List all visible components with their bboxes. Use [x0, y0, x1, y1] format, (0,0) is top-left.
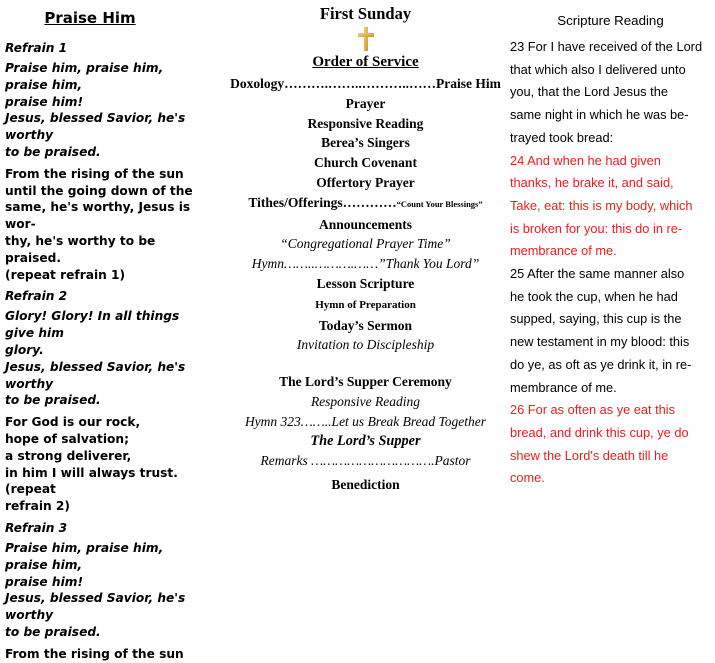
- refrain-label: Refrain 3: [5, 520, 68, 535]
- verse-line: come.: [510, 470, 545, 486]
- lyric-line: to be praised.: [5, 144, 101, 159]
- lyric-line: until the going down of the: [5, 183, 193, 198]
- hymn-title: Praise Him: [44, 9, 136, 27]
- service-item: [218, 335, 513, 355]
- service-item: [218, 475, 513, 495]
- lyric-line: hope of salvation;: [5, 431, 129, 446]
- service-item: [218, 392, 513, 412]
- lyric-line: Jesus, blessed Savior, he's worthy: [5, 591, 186, 623]
- service-item: [218, 215, 513, 235]
- service-item: [218, 274, 513, 294]
- spacer: [218, 355, 513, 372]
- verse-line: supped, saying, this cup is the: [510, 311, 682, 327]
- verse-line: 23 For I have received of the Lord: [510, 39, 703, 54]
- service-item-text: Remarks ………………………….Pastor: [260, 453, 471, 469]
- service-item-text: The Lord’s Supper: [310, 432, 421, 449]
- page-title: First Sunday: [319, 4, 412, 23]
- service-item-text: Hymn of Preparation: [315, 298, 416, 311]
- service-item: [218, 372, 513, 392]
- verse-line: he took the cup, when he had: [510, 288, 678, 304]
- service-item: [218, 173, 513, 193]
- verse-line: that which also I delivered unto: [510, 61, 686, 77]
- verse-line: trayed took bread:: [510, 129, 614, 145]
- order-of-service-heading: Order of Service: [312, 54, 419, 70]
- service-item-text: “Count Your Blessings”: [396, 198, 483, 209]
- verse-line: Take, eat: this is my body, which: [510, 197, 693, 213]
- service-item: [218, 451, 513, 471]
- lyric-line: refrain 2): [5, 499, 70, 514]
- service-item-text: Lesson Scripture: [316, 275, 415, 291]
- cross-icon: [357, 27, 375, 51]
- service-item-text: Hymn……..……….……”Thank You Lord”: [251, 256, 480, 272]
- lyric-line: From the rising of the sun: [5, 166, 184, 181]
- verse-line: is broken for you: this do in re-: [510, 220, 683, 236]
- lyric-line: a strong deliverer,: [5, 448, 132, 463]
- order-of-service-column: [218, 0, 513, 518]
- service-item: [218, 94, 513, 114]
- verse-line: 25 After the same manner also: [510, 266, 685, 282]
- service-item-text: Benediction: [331, 477, 400, 493]
- service-item: [218, 254, 513, 274]
- refrain-label: Refrain 1: [5, 41, 68, 55]
- verse-line: new testament in my blood: this: [510, 334, 690, 350]
- service-item-text: Doxology……….……..………..……Praise Him: [230, 76, 501, 91]
- service-item-text: Responsive Reading: [310, 393, 421, 409]
- lyric-line: Praise him, praise him, praise him,: [5, 540, 164, 572]
- service-item-text: Invitation to Discipleship: [296, 337, 435, 353]
- lyric-line: thy, he's worthy to be praised.: [5, 233, 156, 265]
- verse-block: [5, 646, 195, 663]
- service-item: [218, 114, 513, 134]
- lyric-line: to be praised.: [5, 624, 101, 639]
- verse-line: 24 And when he had given: [510, 152, 661, 168]
- service-item-text: Announcements: [318, 216, 412, 232]
- verse-line: membrance of me.: [510, 379, 617, 395]
- verse-block: [5, 166, 195, 284]
- service-item: [218, 153, 513, 173]
- refrain-block: [5, 308, 195, 409]
- verse-line: shew the Lord's death till he: [510, 447, 669, 463]
- verse-line: bread, and drink this cup, ye do: [510, 424, 689, 440]
- scripture-verse: [506, 399, 715, 490]
- lyric-line: Glory! Glory! In all things give him: [5, 309, 180, 341]
- verse-block: [5, 414, 195, 515]
- verse-line: thanks, he brake it, and said,: [510, 175, 674, 191]
- lyric-line: in him I will always trust. (repeat: [5, 465, 178, 497]
- service-item-text: Responsive Reading: [307, 115, 424, 131]
- lyric-line: to be praised.: [5, 393, 101, 408]
- service-item: [218, 74, 513, 94]
- service-item-text: Berea’s Singers: [321, 135, 410, 151]
- verse-line: you, that the Lord Jesus the: [510, 84, 668, 100]
- service-item: [218, 294, 513, 316]
- service-item-text: Tithes/Offerings…………: [248, 194, 397, 210]
- lyric-line: glory.: [5, 342, 44, 357]
- lyric-line: same, he's worthy, Jesus is wor-: [5, 200, 191, 232]
- lyric-line: praise him!: [5, 94, 84, 109]
- lyric-line: Praise him, praise him, praise him,: [5, 61, 164, 92]
- verse-line: do ye, as oft as ye drink it, in re-: [510, 356, 692, 372]
- refrain-block: [5, 60, 195, 161]
- lyric-line: praise him!: [5, 574, 84, 589]
- scripture-column: [506, 0, 715, 518]
- lyric-line: Jesus, blessed Savior, he's worthy: [5, 111, 186, 143]
- service-item: [218, 412, 513, 432]
- scripture-verse: [506, 36, 715, 150]
- service-items: [218, 74, 513, 495]
- lyric-line: For God is our rock,: [5, 415, 141, 430]
- refrain-block: [5, 540, 195, 641]
- refrain-label: Refrain 2: [5, 289, 68, 304]
- service-item: [218, 234, 513, 254]
- service-item: [218, 133, 513, 153]
- verse-line: 26 For as often as ye eat this: [510, 402, 676, 418]
- hymn-column: [0, 0, 196, 661]
- scripture-verses: [506, 36, 715, 490]
- service-item: [218, 193, 513, 215]
- service-item-text: Offertory Prayer: [316, 174, 415, 190]
- service-item-text: Prayer: [345, 95, 386, 111]
- scripture-title: Scripture Reading: [557, 13, 664, 28]
- service-item-text: Hymn 323……..Let us Break Bread Together: [244, 413, 487, 429]
- verse-line: same night in which he was be-: [510, 107, 689, 123]
- service-item-text: The Lord’s Supper Ceremony: [279, 374, 452, 390]
- scripture-verse: [506, 150, 715, 264]
- service-item-text: Church Covenant: [314, 155, 417, 171]
- verse-line: membrance of me.: [510, 243, 617, 259]
- service-item: [218, 432, 513, 452]
- hymn-lyrics: [5, 40, 195, 663]
- service-item: [218, 316, 513, 336]
- scripture-verse: [506, 263, 715, 399]
- lyric-line: Jesus, blessed Savior, he's worthy: [5, 359, 186, 391]
- service-item-text: “Congregational Prayer Time”: [280, 236, 451, 252]
- lyric-line: From the rising of the sun: [5, 646, 184, 661]
- service-item-text: Today’s Sermon: [318, 317, 413, 333]
- lyric-line: (repeat refrain 1): [5, 267, 126, 282]
